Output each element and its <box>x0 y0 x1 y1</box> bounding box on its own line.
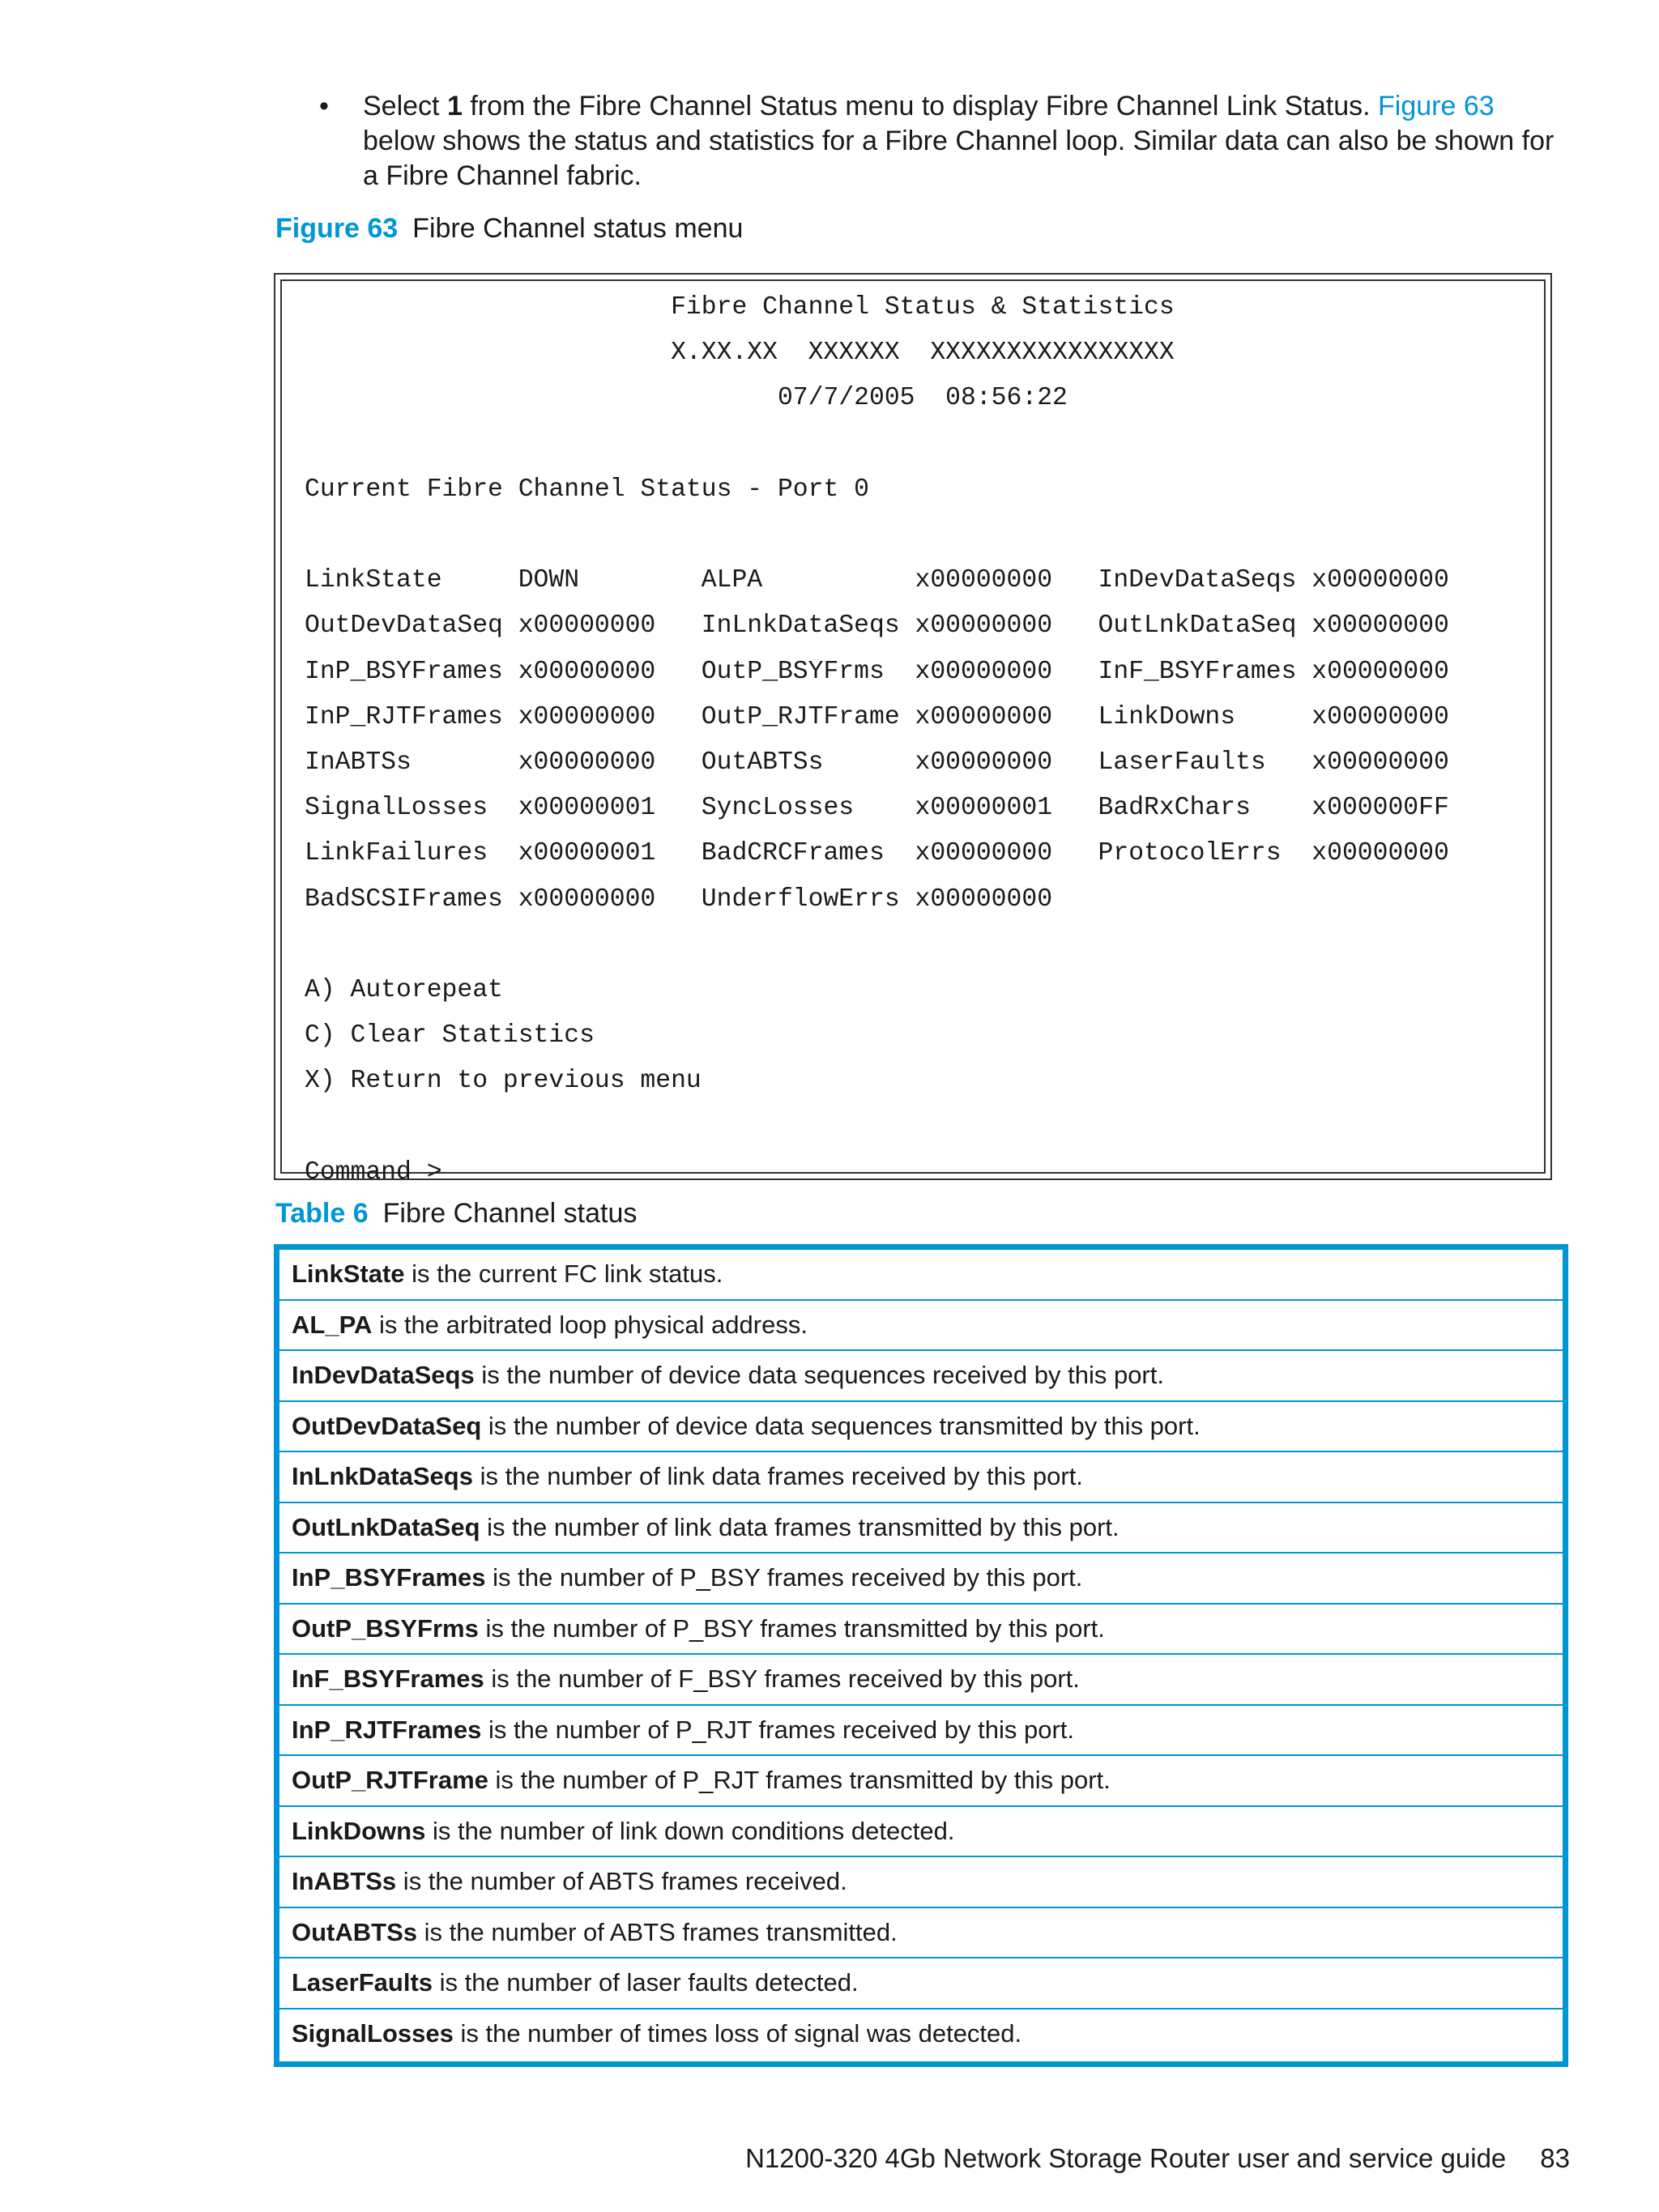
row-description: is the number of F_BSY frames received by this port. <box>484 1664 1080 1693</box>
table-row <box>279 1402 1563 1453</box>
row-description: is the number of P_BSY frames received by this port. <box>485 1563 1083 1592</box>
table-row <box>279 1351 1563 1402</box>
row-term: InABTSs <box>292 1867 397 1895</box>
figure-number: Figure 63 <box>275 213 399 244</box>
row-description: is the arbitrated loop physical address. <box>372 1310 808 1339</box>
row-term: LaserFaults <box>292 1968 433 1997</box>
row-description: is the number of link data frames received by this port. <box>472 1462 1083 1490</box>
row-term: OutDevDataSeq <box>292 1411 482 1440</box>
row-term: InP_RJTFrames <box>292 1715 482 1744</box>
table-row <box>279 1908 1563 1959</box>
terminal-line: OutDevDataSeq x00000000 InLnkDataSeqs x00000000 OutLnkDataSeq x00000000 <box>305 612 1449 641</box>
table-row <box>279 1554 1563 1605</box>
table-row <box>279 1857 1563 1908</box>
row-term: OutLnkDataSeq <box>292 1512 480 1541</box>
row-description: is the number of times loss of signal was detected. <box>453 2018 1022 2048</box>
intro-text-2: from the Fibre Channel Status menu to display Fibre Channel Link Status. <box>462 91 1379 121</box>
terminal-line: LinkState DOWN ALPA x00000000 InDevDataSeqs x00000000 <box>305 566 1449 595</box>
terminal-line: BadSCSIFrames x00000000 UnderflowErrs x00000000 <box>305 884 1053 914</box>
row-term: SignalLosses <box>292 2018 454 2048</box>
row-description: is the number of device data sequences received by this port. <box>474 1361 1164 1389</box>
row-term: OutP_RJTFrame <box>292 1766 488 1794</box>
table-row <box>279 1958 1563 2010</box>
table-number: Table 6 <box>275 1198 369 1229</box>
terminal-line: A) Autorepeat <box>305 976 503 1004</box>
footer-title: N1200-320 4Gb Network Storage Router user and service guide <box>745 2143 1507 2173</box>
page-number: 83 <box>1540 2143 1570 2173</box>
terminal-line: C) Clear Statistics <box>305 1021 595 1051</box>
table-caption <box>275 1197 637 1230</box>
page-footer <box>745 2142 1570 2175</box>
row-description: is the number of device data sequences transmitted by this port. <box>481 1411 1201 1440</box>
row-term: InP_BSYFrames <box>292 1563 486 1592</box>
intro-text-3: below shows the status and statistics for a Fibre Channel loop. Similar data can also be shown for a Fibre Channel fabric. <box>363 126 1555 191</box>
terminal-line: Command > <box>305 1157 442 1187</box>
terminal-line: 07/7/2005 08:56:22 <box>305 384 1068 413</box>
table-row <box>279 1655 1563 1706</box>
terminal-line: X) Return to previous menu <box>305 1067 702 1096</box>
table-row <box>279 1605 1563 1656</box>
figure-title: Fibre Channel status menu <box>412 213 744 244</box>
row-description: is the number of laser faults detected. <box>433 1968 859 1997</box>
table-row <box>279 1807 1563 1858</box>
row-term: InDevDataSeqs <box>292 1361 475 1389</box>
row-description: is the current FC link status. <box>404 1259 723 1288</box>
terminal-lines <box>282 281 1544 1187</box>
terminal-line: LinkFailures x00000001 BadCRCFrames x00000000 ProtocolErrs x00000000 <box>305 839 1449 868</box>
table-row <box>279 1706 1563 1757</box>
row-term: InF_BSYFrames <box>292 1664 484 1693</box>
row-description: is the number of ABTS frames received. <box>396 1867 847 1895</box>
intro-paragraph <box>363 89 1570 194</box>
row-term: LinkDowns <box>292 1816 426 1845</box>
row-description: is the number of P_BSY frames transmitted by this port. <box>478 1613 1105 1643</box>
terminal-line: Current Fibre Channel Status - Port 0 <box>305 475 869 504</box>
figure-link[interactable]: Figure 63 <box>1378 91 1495 121</box>
row-description: is the number of P_RJT frames received by this port. <box>481 1715 1075 1744</box>
row-description: is the number of link down conditions detected. <box>425 1816 955 1845</box>
row-term: OutP_BSYFrms <box>292 1613 479 1643</box>
intro-bold-option: 1 <box>446 91 463 121</box>
row-term: LinkState <box>292 1259 405 1288</box>
table-row <box>279 2010 1563 2061</box>
table-row <box>279 1301 1563 1352</box>
terminal-line: SignalLosses x00000001 SyncLosses x00000001 BadRxChars x000000FF <box>305 794 1449 823</box>
terminal-line: InP_BSYFrames x00000000 OutP_BSYFrms x00000000 InF_BSYFrames x00000000 <box>305 657 1449 686</box>
terminal-screen <box>274 273 1552 1187</box>
terminal-line: X.XX.XX XXXXXX XXXXXXXXXXXXXXXX <box>305 339 1175 368</box>
fibre-channel-status-table <box>274 1244 1568 2067</box>
table-row <box>279 1503 1563 1554</box>
terminal-line: Fibre Channel Status & Statistics <box>305 293 1175 322</box>
table-row <box>279 1452 1563 1503</box>
terminal-line: InABTSs x00000000 OutABTSs x00000000 LaserFaults x00000000 <box>305 748 1449 777</box>
row-description: is the number of P_RJT frames transmitted by this port. <box>488 1766 1111 1794</box>
row-term: AL_PA <box>292 1310 373 1339</box>
table-row <box>279 1250 1563 1301</box>
table-row <box>279 1756 1563 1807</box>
row-term: OutABTSs <box>292 1917 417 1946</box>
row-description: is the number of ABTS frames transmitted. <box>417 1917 898 1946</box>
bullet-marker: • <box>319 91 329 121</box>
terminal-inner-frame <box>280 279 1546 1187</box>
table-title: Fibre Channel status <box>382 1198 638 1229</box>
terminal-line: InP_RJTFrames x00000000 OutP_RJTFrame x00000000 LinkDowns x00000000 <box>305 702 1449 731</box>
figure-caption <box>275 212 743 245</box>
intro-text-1: Select <box>363 91 447 121</box>
row-description: is the number of link data frames transmitted by this port. <box>480 1512 1120 1541</box>
row-term: InLnkDataSeqs <box>292 1462 473 1490</box>
